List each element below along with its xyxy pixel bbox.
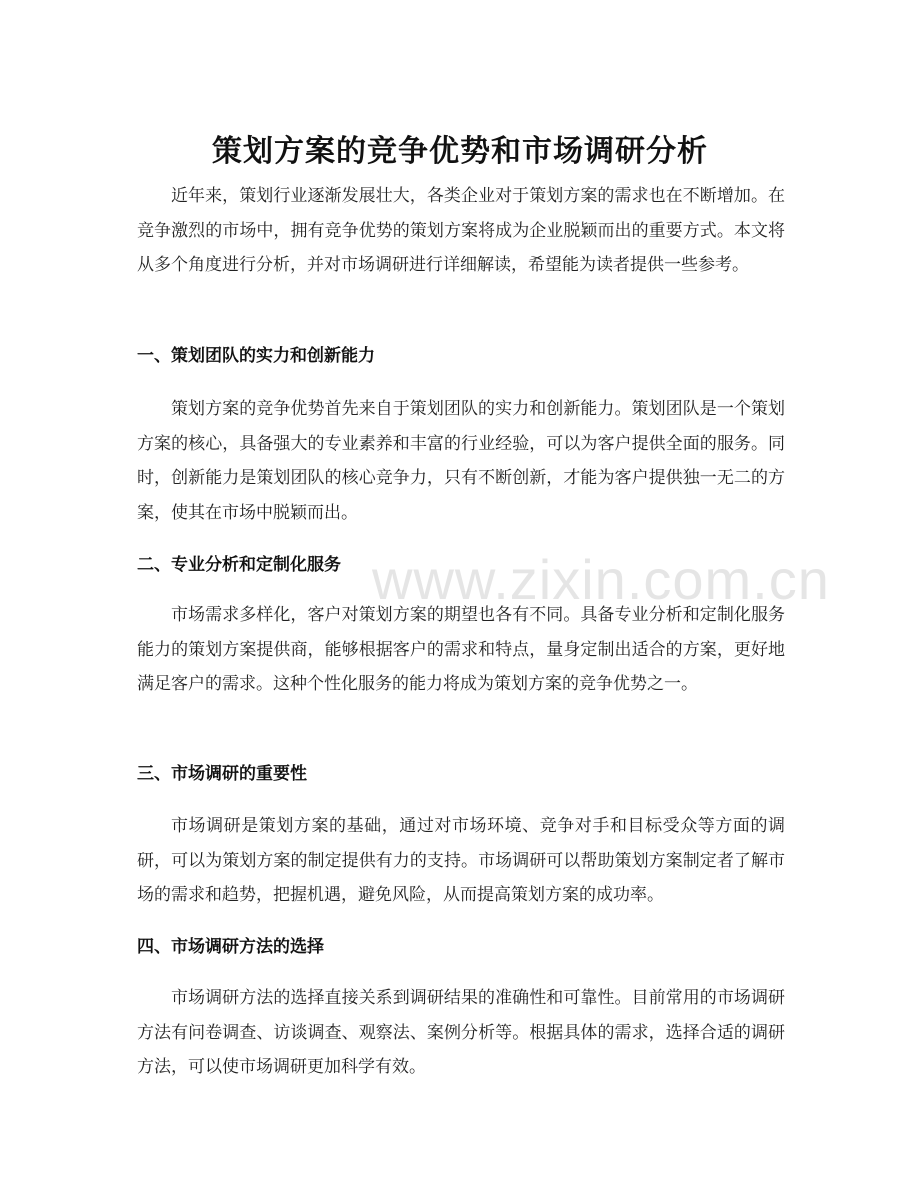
intro-paragraph: 近年来，策划行业逐渐发展壮大，各类企业对于策划方案的需求也在不断增加。在竞争激烈的市场中，拥有竞争优势的策划方案将成为企业脱颖而出的重要方式。本文将从多个角度进行分析，并对市场调研进行详细解读，希望能为读者提供一些参考。 — [137, 186, 785, 275]
section-4-heading: 四、市场调研方法的选择 — [137, 937, 324, 957]
section-3-heading: 三、市场调研的重要性 — [137, 764, 307, 784]
section-3-body: 市场调研是策划方案的基础，通过对市场环境、竞争对手和目标受众等方面的调研，可以为策划方案的制定提供有力的支持。市场调研可以帮助策划方案制定者了解市场的需求和趋势，把握机遇，避免风险，从而提高策划方案的成功率。 — [137, 816, 785, 905]
section-2-body: 市场需求多样化，客户对策划方案的期望也各有不同。具备专业分析和定制化服务能力的策划方案提供商，能够根据客户的需求和特点，量身定制出适合的方案，更好地满足客户的需求。这种个性化服务的能力将成为策划方案的竞争优势之一。 — [137, 605, 785, 694]
section-2-heading: 二、专业分析和定制化服务 — [137, 555, 341, 575]
section-1-body: 策划方案的竞争优势首先来自于策划团队的实力和创新能力。策划团队是一个策划方案的核心，具备强大的专业素养和丰富的行业经验，可以为客户提供全面的服务。同时，创新能力是策划团队的核心竞争力，只有不断创新，才能为客户提供独一无二的方案，使其在市场中脱颖而出。 — [137, 399, 785, 523]
section-4-body: 市场调研方法的选择直接关系到调研结果的准确性和可靠性。目前常用的市场调研方法有问卷调查、访谈调查、观察法、案例分析等。根据具体的需求，选择合适的调研方法，可以使市场调研更加科学有效。 — [137, 988, 785, 1077]
section-1-heading: 一、策划团队的实力和创新能力 — [137, 346, 375, 366]
watermark-text: www.zixin.com.cn — [372, 548, 830, 611]
page-title: 策划方案的竞争优势和市场调研分析 — [212, 134, 708, 170]
